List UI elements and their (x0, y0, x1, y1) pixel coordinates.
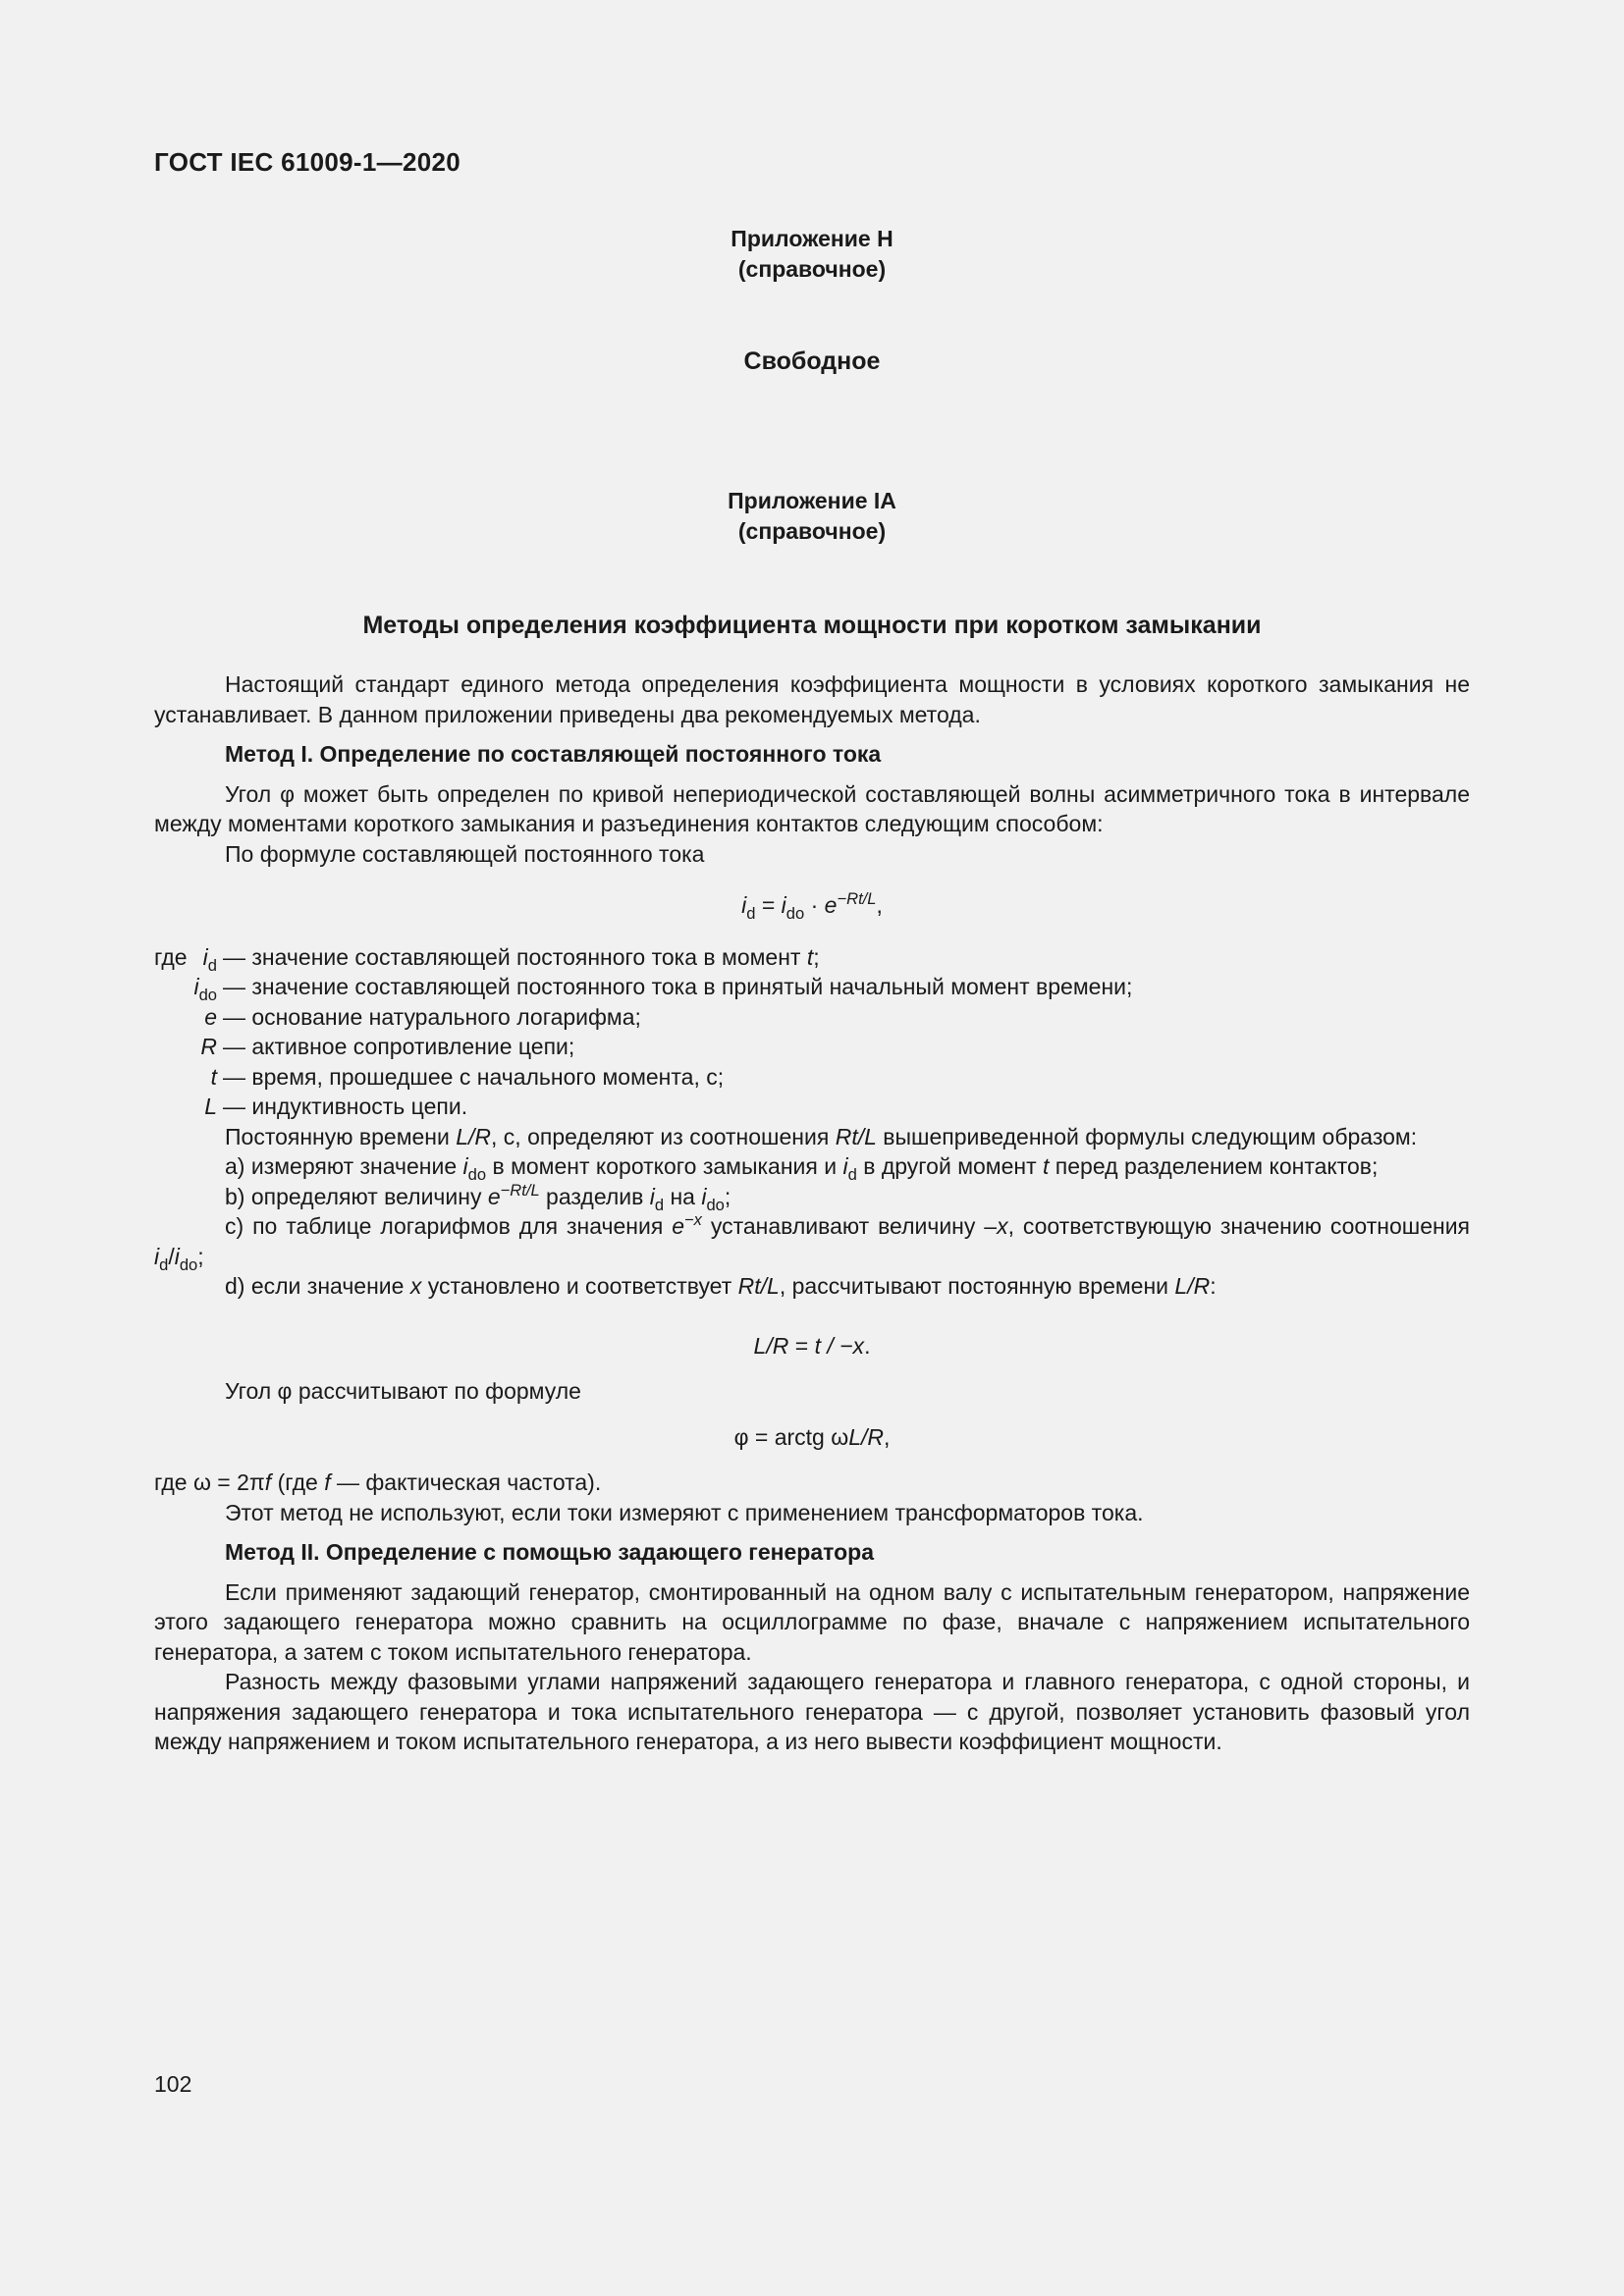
definition-symbol: $i_{do}$ (193, 974, 217, 1004)
definition-symbol: e (204, 1003, 217, 1030)
method1-paragraph-4: Угол φ рассчитывают по формуле (225, 1378, 581, 1404)
intro-paragraph: Настоящий стандарт единого метода определения коэффициента мощности в условиях короткого замыкания не устанавливает. В данном приложении приведены два рекомендуемых метода. (154, 671, 1470, 727)
page-number: 102 (154, 2071, 192, 2097)
method1-paragraph-5: Этот метод не используют, если токи измеряют с применением трансформаторов тока. (225, 1499, 1144, 1525)
annex-ia-subtitle: (справочное) (737, 518, 887, 544)
method2-paragraph-2: Разность между фазовыми углами напряжений задающего генератора и главного генератора, с одной стороны, и напряжения задающего генератора и тока испытательного генератора — с другой, позволяет установить фазовый угол между напряжением и током испытательного генератора, а из него вывести коэффициент мощности. (154, 1669, 1470, 1754)
method1-paragraph-3: Постоянную времени L/R, с, определяют из соотношения Rt/L вышеприведенной формулы следующим образом: (225, 1123, 1418, 1149)
definition-symbol: t (210, 1063, 217, 1090)
definitions-list (154, 942, 1470, 1122)
definition-text: — основание натурального логарифма; (223, 1003, 641, 1030)
annex-ia-heading: Методы определения коэффициента мощности при коротком замыкании (362, 612, 1262, 639)
annex-ia-content (154, 669, 1470, 1757)
formula-time-constant: L/R = t / −x. (753, 1332, 871, 1359)
definition-text: — значение составляющей постоянного тока в момент t; (223, 943, 820, 970)
definition-text: — значение составляющей постоянного тока в принятый начальный момент времени; (223, 974, 1133, 999)
step-c: c) по таблице логарифмов для значения $e^{-x}$ устанавливают величину –x, соответствующую значению соотношения $i_d/i_{do}$; (154, 1210, 1470, 1274)
method2-paragraph-1: Если применяют задающий генератор, смонтированный на одном валу с испытательным генератором, напряжение этого задающего генератора можно сравнить на осциллограмме по фазе, вначале с напряжением испытательного генератора, а затем с током испытательного генератора. (154, 1578, 1470, 1665)
annex-h-title: Приложение H (731, 226, 893, 251)
formula-phase-angle: φ = arctg ωL/R, (733, 1423, 891, 1450)
document-id: ГОСТ IEC 61009-1—2020 (154, 147, 460, 177)
method1-heading: Метод I. Определение по составляющей постоянного тока (225, 741, 882, 767)
definition-symbol: где $i_d$ (154, 943, 217, 975)
method2-heading: Метод II. Определение с помощью задающего генератора (225, 1539, 875, 1565)
annex-h-subtitle: (справочное) (737, 256, 887, 282)
method1-paragraph-2: По формуле составляющей постоянного тока (225, 840, 705, 867)
step-b: b) определяют величину $e^{-Rt/L}$ разделив $i_d$ на $i_{do}$; (225, 1180, 731, 1214)
annex-h-body: Свободное (743, 347, 881, 375)
annex-ia-title: Приложение IA (728, 488, 896, 513)
definition-text: — время, прошедшее с начального момента, с; (223, 1063, 725, 1090)
definition-text: — индуктивность цепи. (223, 1094, 468, 1119)
step-a: a) измеряют значение $i_{do}$ в момент короткого замыкания и $i_d$ в другой момент t перед разделением контактов; (225, 1153, 1379, 1184)
formula-dc-component: $i_d = i_{do} \cdot e^{-Rt/L}$, (741, 889, 883, 923)
definition-symbol: L (204, 1094, 217, 1119)
definition-text: — активное сопротивление цепи; (223, 1034, 575, 1059)
method1-paragraph-1: Угол φ может быть определен по кривой непериодической составляющей волны асимметричного тока в интервале между моментами короткого замыкания и разъединения контактов следующим способом: (154, 780, 1470, 836)
where-frequency: где ω = 2πf (где f — фактическая частота). (154, 1469, 602, 1495)
step-d: d) если значение x установлено и соответствует Rt/L, рассчитывают постоянную времени L/R: (225, 1273, 1217, 1299)
definition-symbol: R (200, 1034, 217, 1059)
